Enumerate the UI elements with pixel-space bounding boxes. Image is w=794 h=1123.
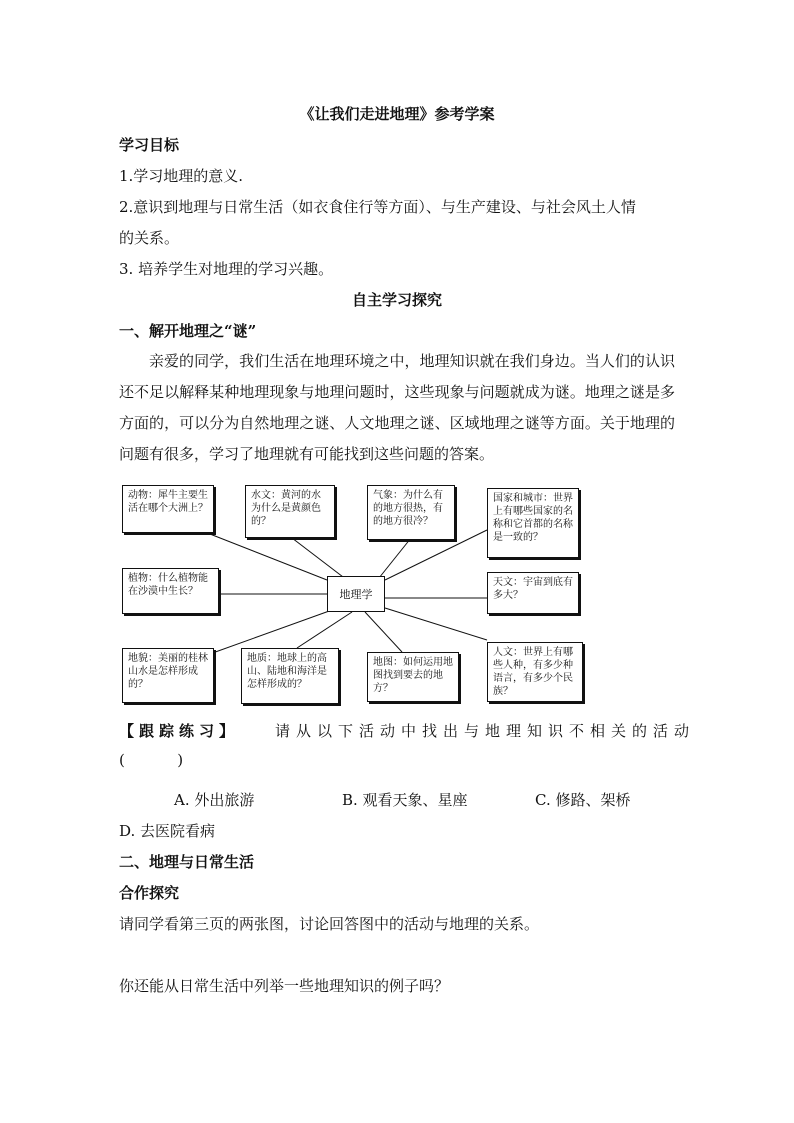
geography-mindmap	[117, 480, 677, 710]
objective-2-line1: 2.意识到地理与日常生活（如衣食住行等方面）、与生产建设、与社会风土人情	[119, 198, 636, 216]
node-center: 地理学	[327, 576, 385, 612]
connector-hydrology	[292, 538, 347, 580]
option-b[interactable]: B. 观看天象、星座	[342, 791, 468, 809]
part2-text2: 你还能从日常生活中列举一些地理知识的例子吗？	[119, 977, 450, 995]
node-hydrology: 水文：黄河的水为什么是黄颜色的？	[245, 485, 335, 538]
connector-geology	[297, 612, 352, 648]
objectives-heading: 学习目标	[119, 136, 180, 154]
part2-subheading: 合作探究	[119, 884, 180, 902]
page-title: 《让我们走进地理》参考学案	[299, 105, 495, 123]
part1-paragraph: 亲爱的同学，我们生活在地理环境之中，地理知识就在我们身边。当人们的认识还不足以解释某种地理现象与地理问题时，这些现象与问题就成为谜。地理之谜是多方面的，可以分为自然地理之谜、人文地理之谜、区域地理之谜等方面。关于地理的问题有很多，学习了地理就有可能找到这些问题的答案。	[119, 352, 675, 463]
node-humanity: 人文：世界上有哪些人种，有多少种语言，有多少个民族？	[487, 642, 583, 702]
node-map: 地图：如何运用地图找到要去的地方？	[367, 652, 459, 702]
option-d[interactable]: D. 去医院看病	[119, 822, 216, 840]
node-animal: 动物：犀牛主要生活在哪个大洲上？	[122, 485, 214, 533]
part2-heading: 二、地理与日常生活	[119, 853, 255, 871]
connector-map	[365, 612, 402, 652]
node-plant: 植物：什么植物能在沙漠中生长？	[122, 568, 219, 614]
practice-answer-blank[interactable]: ( )	[119, 751, 184, 769]
part1-paragraph-block	[119, 346, 675, 470]
part2-text1: 请同学看第三页的两张图，讨论回答图中的活动与地理的关系。	[119, 915, 540, 933]
part1-heading: 一、解开地理之“谜”	[119, 322, 257, 340]
node-countries: 国家和城市：世界上有哪些国家的名称和它首都的名称是一致的？	[487, 488, 579, 558]
node-astronomy: 天文：宇宙到底有多大？	[487, 572, 579, 614]
objective-3: 3. 培养学生对地理的学习兴趣。	[119, 260, 334, 278]
option-c[interactable]: C. 修路、架桥	[535, 791, 631, 809]
section-title: 自主学习探究	[351, 291, 442, 309]
objective-2-line2: 的关系。	[119, 229, 180, 247]
option-a[interactable]: A. 外出旅游	[174, 791, 255, 809]
practice-question: 请从以下活动中找出与地理知识不相关的活动	[275, 722, 696, 740]
node-climate: 气象：为什么有的地方很热，有的地方很冷？	[367, 485, 455, 540]
practice-label: 【跟踪练习】	[119, 722, 240, 740]
objective-1: 1.学习地理的意义.	[119, 167, 244, 185]
node-landform: 地貌：美丽的桂林山水是怎样形成的？	[122, 648, 214, 703]
node-geology: 地质：地球上的高山、陆地和海洋是怎样形成的？	[241, 648, 339, 704]
connector-humanity	[385, 608, 487, 640]
